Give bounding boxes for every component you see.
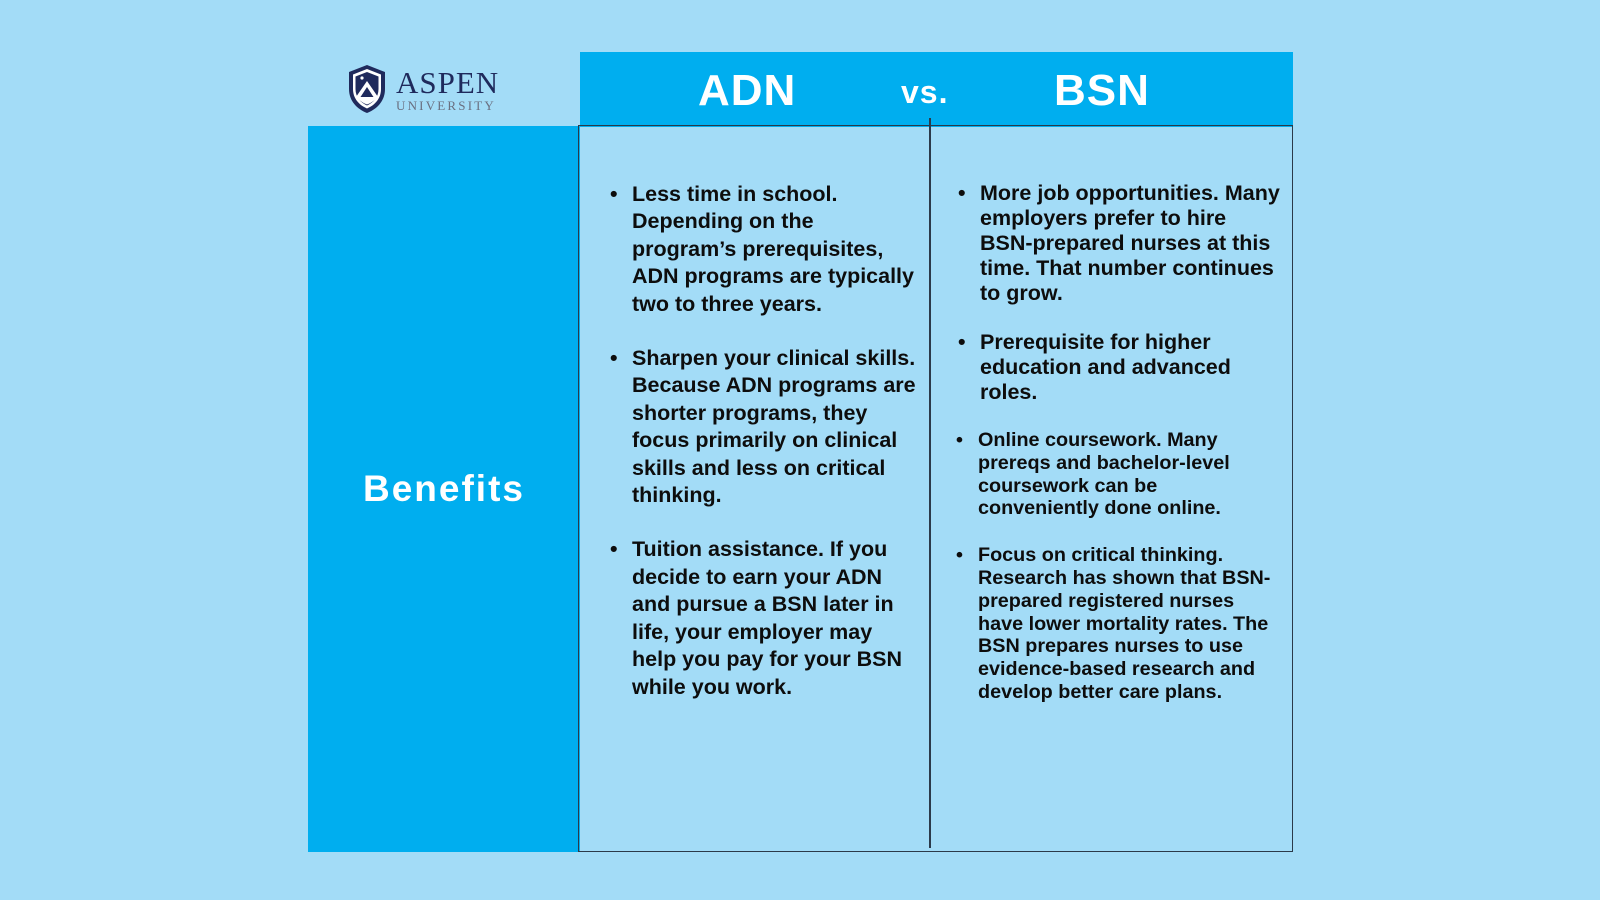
- header-adn: ADN: [698, 66, 797, 115]
- adn-benefits-list: [632, 181, 917, 701]
- aspen-university-logo: [346, 62, 526, 116]
- bsn-benefit-item: • Focus on critical thinking. Research has shown that BSN-prepared registered nurses have lower mortality rates. The BSN prepares nurses to use evidence-based research and develop better care plans.: [978, 544, 1278, 704]
- header-bsn: BSN: [1054, 66, 1150, 115]
- header-bar: [580, 52, 1293, 127]
- shield-mountain-icon: [346, 63, 388, 115]
- bsn-benefit-item: • Online coursework. Many prereqs and bachelor-level coursework can be conveniently done online.: [978, 429, 1278, 520]
- row-label-cell: [308, 126, 580, 852]
- adn-benefit-item: • Less time in school. Depending on the program’s prerequisites, ADN programs are typically two to three years.: [632, 181, 917, 318]
- adn-benefits-column: [632, 181, 917, 728]
- row-label: Benefits: [363, 468, 525, 509]
- adn-benefit-item: • Tuition assistance. If you decide to earn your ADN and pursue a BSN later in life, your employer may help you pay for your BSN while you work.: [632, 536, 917, 700]
- bsn-benefit-item: • More job opportunities. Many employers prefer to hire BSN-prepared nurses at this time. That number continues to grow.: [980, 181, 1280, 306]
- logo-name: ASPEN: [396, 64, 500, 100]
- logo-subtitle: UNIVERSITY: [396, 97, 496, 113]
- bsn-benefits-list: [980, 181, 1280, 704]
- adn-benefit-item: • Sharpen your clinical skills. Because ADN programs are shorter programs, they focus primarily on clinical skills and less on critical thinking.: [632, 345, 917, 509]
- bsn-benefit-item: • Prerequisite for higher education and advanced roles.: [980, 330, 1280, 405]
- header-vs: vs.: [901, 74, 949, 110]
- bsn-benefits-column: [980, 181, 1280, 728]
- column-divider: [929, 118, 931, 848]
